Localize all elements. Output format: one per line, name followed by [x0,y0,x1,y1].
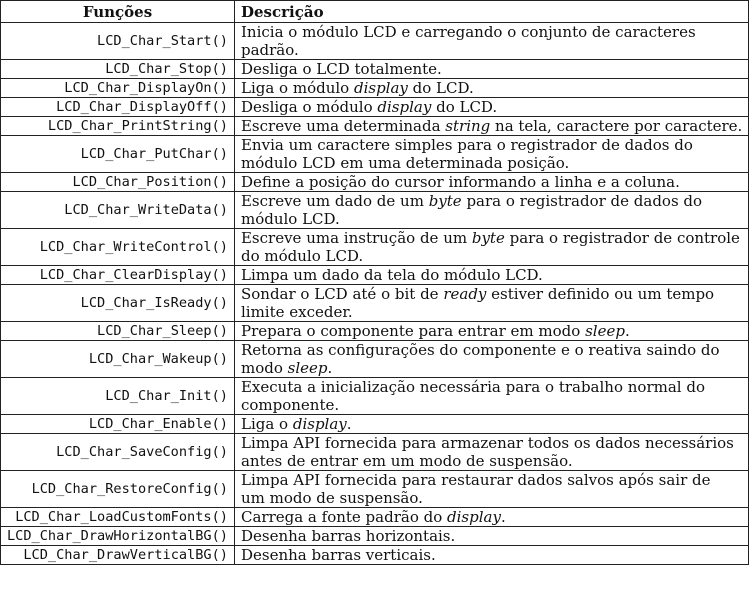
description-line: do módulo LCD. [240,247,364,265]
table-row [1,415,749,434]
function-name: LCD_Char_Stop() [105,61,228,77]
function-name-cell [1,378,235,415]
description-cell [234,415,748,434]
description-line: Desenha barras verticais. [240,546,436,564]
description-line: Desliga o LCD totalmente. [240,60,442,78]
description-line: um modo de suspensão. [240,489,423,507]
table-row [1,136,749,173]
function-name: LCD_Char_IsReady() [80,295,228,311]
description-cell [234,322,748,341]
description-cell [234,378,748,415]
description-line: Retorna as configurações do componente e o reativa saindo do [240,341,720,359]
description-cell [234,136,748,173]
function-name-cell [1,23,235,60]
function-name: LCD_Char_ClearDisplay() [39,267,228,283]
function-name: LCD_Char_Sleep() [97,323,228,339]
table-row [1,266,749,285]
description-line: Limpa um dado da tela do módulo LCD. [240,266,543,284]
function-name-cell [1,60,235,79]
table-row [1,508,749,527]
function-name-cell [1,266,235,285]
description-line: Executa a inicialização necessária para o trabalho normal do [240,378,705,396]
description-cell [234,285,748,322]
function-name: LCD_Char_Wakeup() [88,351,228,367]
function-name: LCD_Char_RestoreConfig() [31,481,228,497]
table-row [1,117,749,136]
function-name-cell [1,173,235,192]
function-name-cell [1,434,235,471]
function-name-cell [1,527,235,546]
function-name: LCD_Char_DrawVerticalBG() [23,547,228,563]
function-name-cell [1,508,235,527]
header-description: Descrição [234,1,748,23]
emphasized-term: string [445,117,491,135]
function-name-cell [1,192,235,229]
description-line: Desliga o módulo display do LCD. [240,98,498,116]
description-line: Sondar o LCD até o bit de ready estiver definido ou um tempo [240,285,715,303]
function-name-cell [1,341,235,378]
emphasized-term: ready [443,285,487,303]
emphasized-term: sleep [585,322,625,340]
description-cell [234,341,748,378]
emphasized-term: display [292,415,347,433]
function-name: LCD_Char_WriteData() [64,202,228,218]
table-row [1,434,749,471]
function-name: LCD_Char_DisplayOff() [56,99,228,115]
function-name: LCD_Char_Init() [105,388,228,404]
description-line: Escreve uma instrução de um byte para o registrador de controle [240,229,740,247]
description-cell [234,266,748,285]
description-cell [234,192,748,229]
description-cell [234,23,748,60]
function-name-cell [1,415,235,434]
table-row [1,341,749,378]
description-line: modo sleep. [240,359,333,377]
description-line: componente. [240,396,340,414]
description-line: Liga o display. [240,415,352,433]
description-line: Escreve uma determinada string na tela, caractere por caractere. [240,117,743,135]
description-cell [234,229,748,266]
function-name: LCD_Char_SaveConfig() [56,444,228,460]
description-cell [234,546,748,565]
table-row [1,173,749,192]
function-name: LCD_Char_WriteControl() [39,239,228,255]
description-cell [234,98,748,117]
description-line: Escreve um dado de um byte para o registrador de dados do [240,192,703,210]
table-row [1,192,749,229]
function-name-cell [1,546,235,565]
description-line: Inicia o módulo LCD e carregando o conjunto de caracteres [240,23,696,41]
table-row [1,60,749,79]
function-name: LCD_Char_LoadCustomFonts() [15,509,228,525]
function-name-cell [1,322,235,341]
header-functions: Funções [1,1,235,23]
function-name: LCD_Char_Position() [72,174,228,190]
description-line: Limpa API fornecida para armazenar todos os dados necessários [240,434,734,452]
description-cell [234,60,748,79]
description-line: módulo LCD. [240,210,340,228]
description-line: módulo LCD em uma determinada posição. [240,154,570,172]
function-name-cell [1,79,235,98]
table-row [1,285,749,322]
function-name: LCD_Char_PutChar() [80,146,228,162]
description-line: padrão. [240,41,299,59]
table-row [1,471,749,508]
description-line: Envia um caractere simples para o registrador de dados do [240,136,693,154]
table-header [1,1,749,23]
table-row [1,98,749,117]
emphasized-term: display [447,508,501,526]
description-cell [234,173,748,192]
table-row [1,378,749,415]
function-name-cell [1,471,235,508]
table-row [1,229,749,266]
description-line: antes de entrar em um modo de suspensão. [240,452,573,470]
description-line: Define a posição do cursor informando a linha e a coluna. [240,173,680,191]
header-row [1,1,749,23]
table-row [1,79,749,98]
function-name-cell [1,136,235,173]
emphasized-term: byte [471,229,505,247]
description-cell [234,434,748,471]
description-line: Prepara o componente para entrar em modo sleep. [240,322,630,340]
emphasized-term: display [353,79,408,97]
description-cell [234,471,748,508]
function-name: LCD_Char_Start() [97,33,228,49]
table-row [1,546,749,565]
emphasized-term: byte [428,192,462,210]
function-name: LCD_Char_Enable() [88,416,228,432]
description-line: Liga o módulo display do LCD. [240,79,474,97]
function-name-cell [1,98,235,117]
description-line: Limpa API fornecida para restaurar dados salvos após sair de [240,471,711,489]
function-name-cell [1,285,235,322]
emphasized-term: display [377,98,432,116]
function-name: LCD_Char_PrintString() [47,118,228,134]
description-cell [234,527,748,546]
description-line: Carrega a fonte padrão do display. [240,508,506,526]
table-row [1,322,749,341]
function-name-cell [1,229,235,266]
description-line: limite exceder. [240,303,353,321]
function-name: LCD_Char_DisplayOn() [64,80,228,96]
table-body [1,23,749,565]
emphasized-term: sleep [287,359,328,377]
description-cell [234,79,748,98]
function-name: LCD_Char_DrawHorizontalBG() [7,528,228,544]
description-cell [234,117,748,136]
table-row [1,23,749,60]
description-cell [234,508,748,527]
description-line: Desenha barras horizontais. [240,527,456,545]
function-name-cell [1,117,235,136]
table-row [1,527,749,546]
